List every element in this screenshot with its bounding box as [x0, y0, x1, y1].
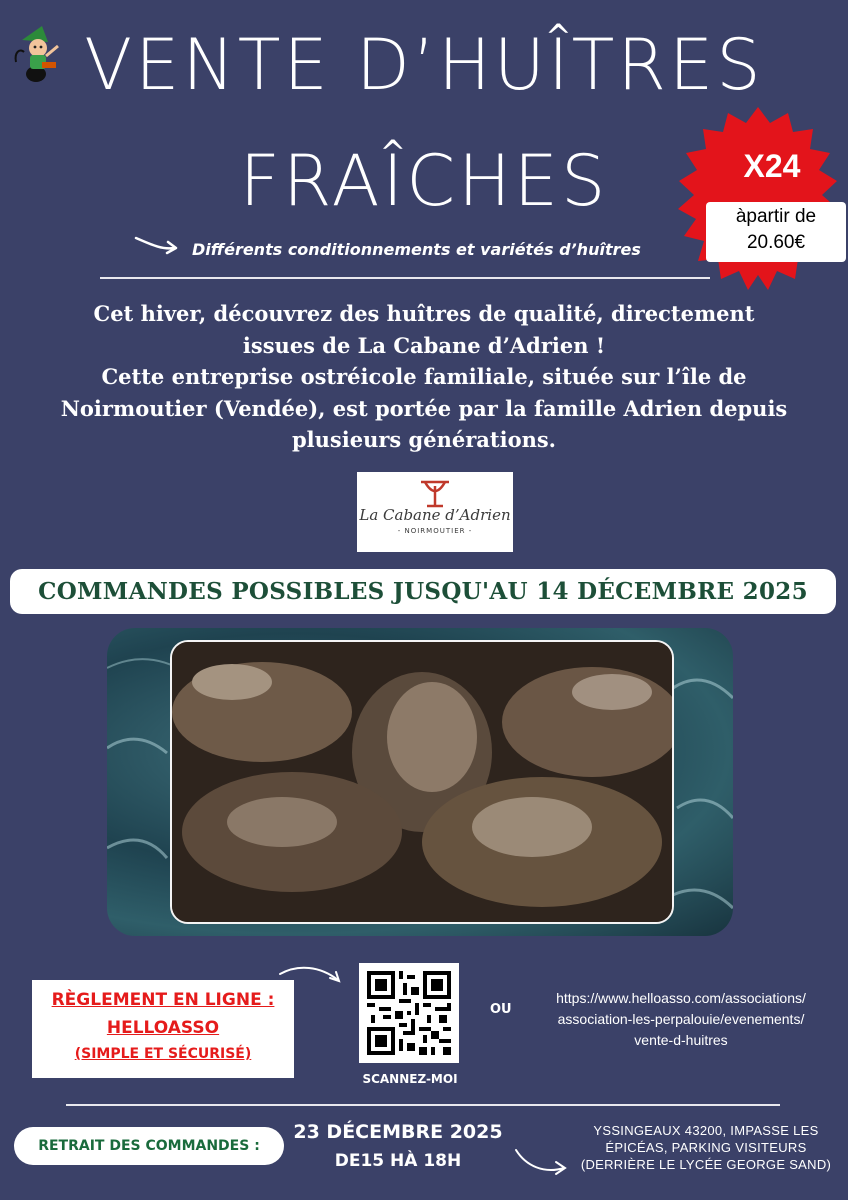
qr-code[interactable] — [359, 963, 459, 1063]
intro-line: Cette entreprise ostréicole familiale, située sur l’île de — [101, 364, 747, 389]
address-line: ÉPICÉAS, PARKING VISITEURS — [605, 1140, 807, 1155]
payment-line-3: (SIMPLE ET SÉCURISÉ) — [74, 1046, 252, 1062]
badge-price-line1: àpartir de — [735, 206, 817, 227]
divider-bottom — [66, 1104, 780, 1106]
or-label: OU — [490, 1002, 512, 1017]
pickup-time: DE15 HÀ 18H — [334, 1151, 462, 1171]
badge-quantity: X24 — [743, 148, 801, 184]
payment-line-1: RÈGLEMENT EN LIGNE : — [51, 990, 275, 1010]
url-line: vente-d-huitres — [634, 1032, 728, 1048]
cabane-location: - NOIRMOUTIER - — [397, 527, 473, 535]
intro-line: Noirmoutier (Vendée), est portée par la famille Adrien depuis — [60, 395, 788, 421]
subtitle: Différents conditionnements et variétés d’huîtres — [192, 240, 641, 259]
intro-line: issues de La Cabane d’Adrien ! — [242, 332, 606, 358]
badge-price-box — [706, 202, 846, 262]
cabane-name: La Cabane d’Adrien — [359, 506, 511, 524]
qr-code-icon — [359, 963, 459, 1063]
divider-top — [100, 277, 710, 279]
oysters-illustration — [172, 642, 672, 922]
pickup-date: 23 DÉCEMBRE 2025 — [293, 1121, 503, 1143]
payment-helloasso-link[interactable]: HELLOASSO — [106, 1018, 220, 1038]
order-deadline-banner: COMMANDES POSSIBLES JUSQU'AU 14 DÉCEMBRE 2025 — [10, 569, 836, 614]
url-line: https://www.helloasso.com/associations/ — [556, 990, 806, 1006]
cabane-emblem-icon — [417, 478, 453, 508]
pickup-address — [566, 1122, 846, 1173]
arrow-to-qr-icon — [276, 962, 346, 988]
url-line: association-les-perpalouie/evenements/ — [557, 1011, 805, 1027]
curved-arrow-icon — [512, 1144, 574, 1178]
cabane-logo — [357, 472, 513, 552]
intro-line: plusieurs générations. — [292, 427, 556, 452]
pickup-label: RETRAIT DES COMMANDES : — [14, 1127, 284, 1165]
intro-line: Cet hiver, découvrez des huîtres de qualité, directement — [93, 301, 755, 326]
helloasso-url[interactable] — [536, 988, 826, 1051]
badge-price-line2: 20.60€ — [746, 232, 806, 253]
intro-paragraph — [60, 298, 788, 456]
address-line: YSSINGEAUX 43200, IMPASSE LES — [593, 1123, 819, 1138]
curved-arrow-icon — [132, 230, 182, 260]
payment-box — [32, 980, 294, 1078]
title-line-1: VENTE D’HUÎTRES — [84, 24, 764, 106]
qr-caption: SCANNEZ-MOI — [362, 1072, 458, 1086]
oysters-photo — [170, 640, 674, 924]
title-line-2: FRAÎCHES — [239, 140, 609, 222]
address-line: (DERRIÈRE LE LYCÉE GEORGE SAND) — [580, 1157, 832, 1172]
